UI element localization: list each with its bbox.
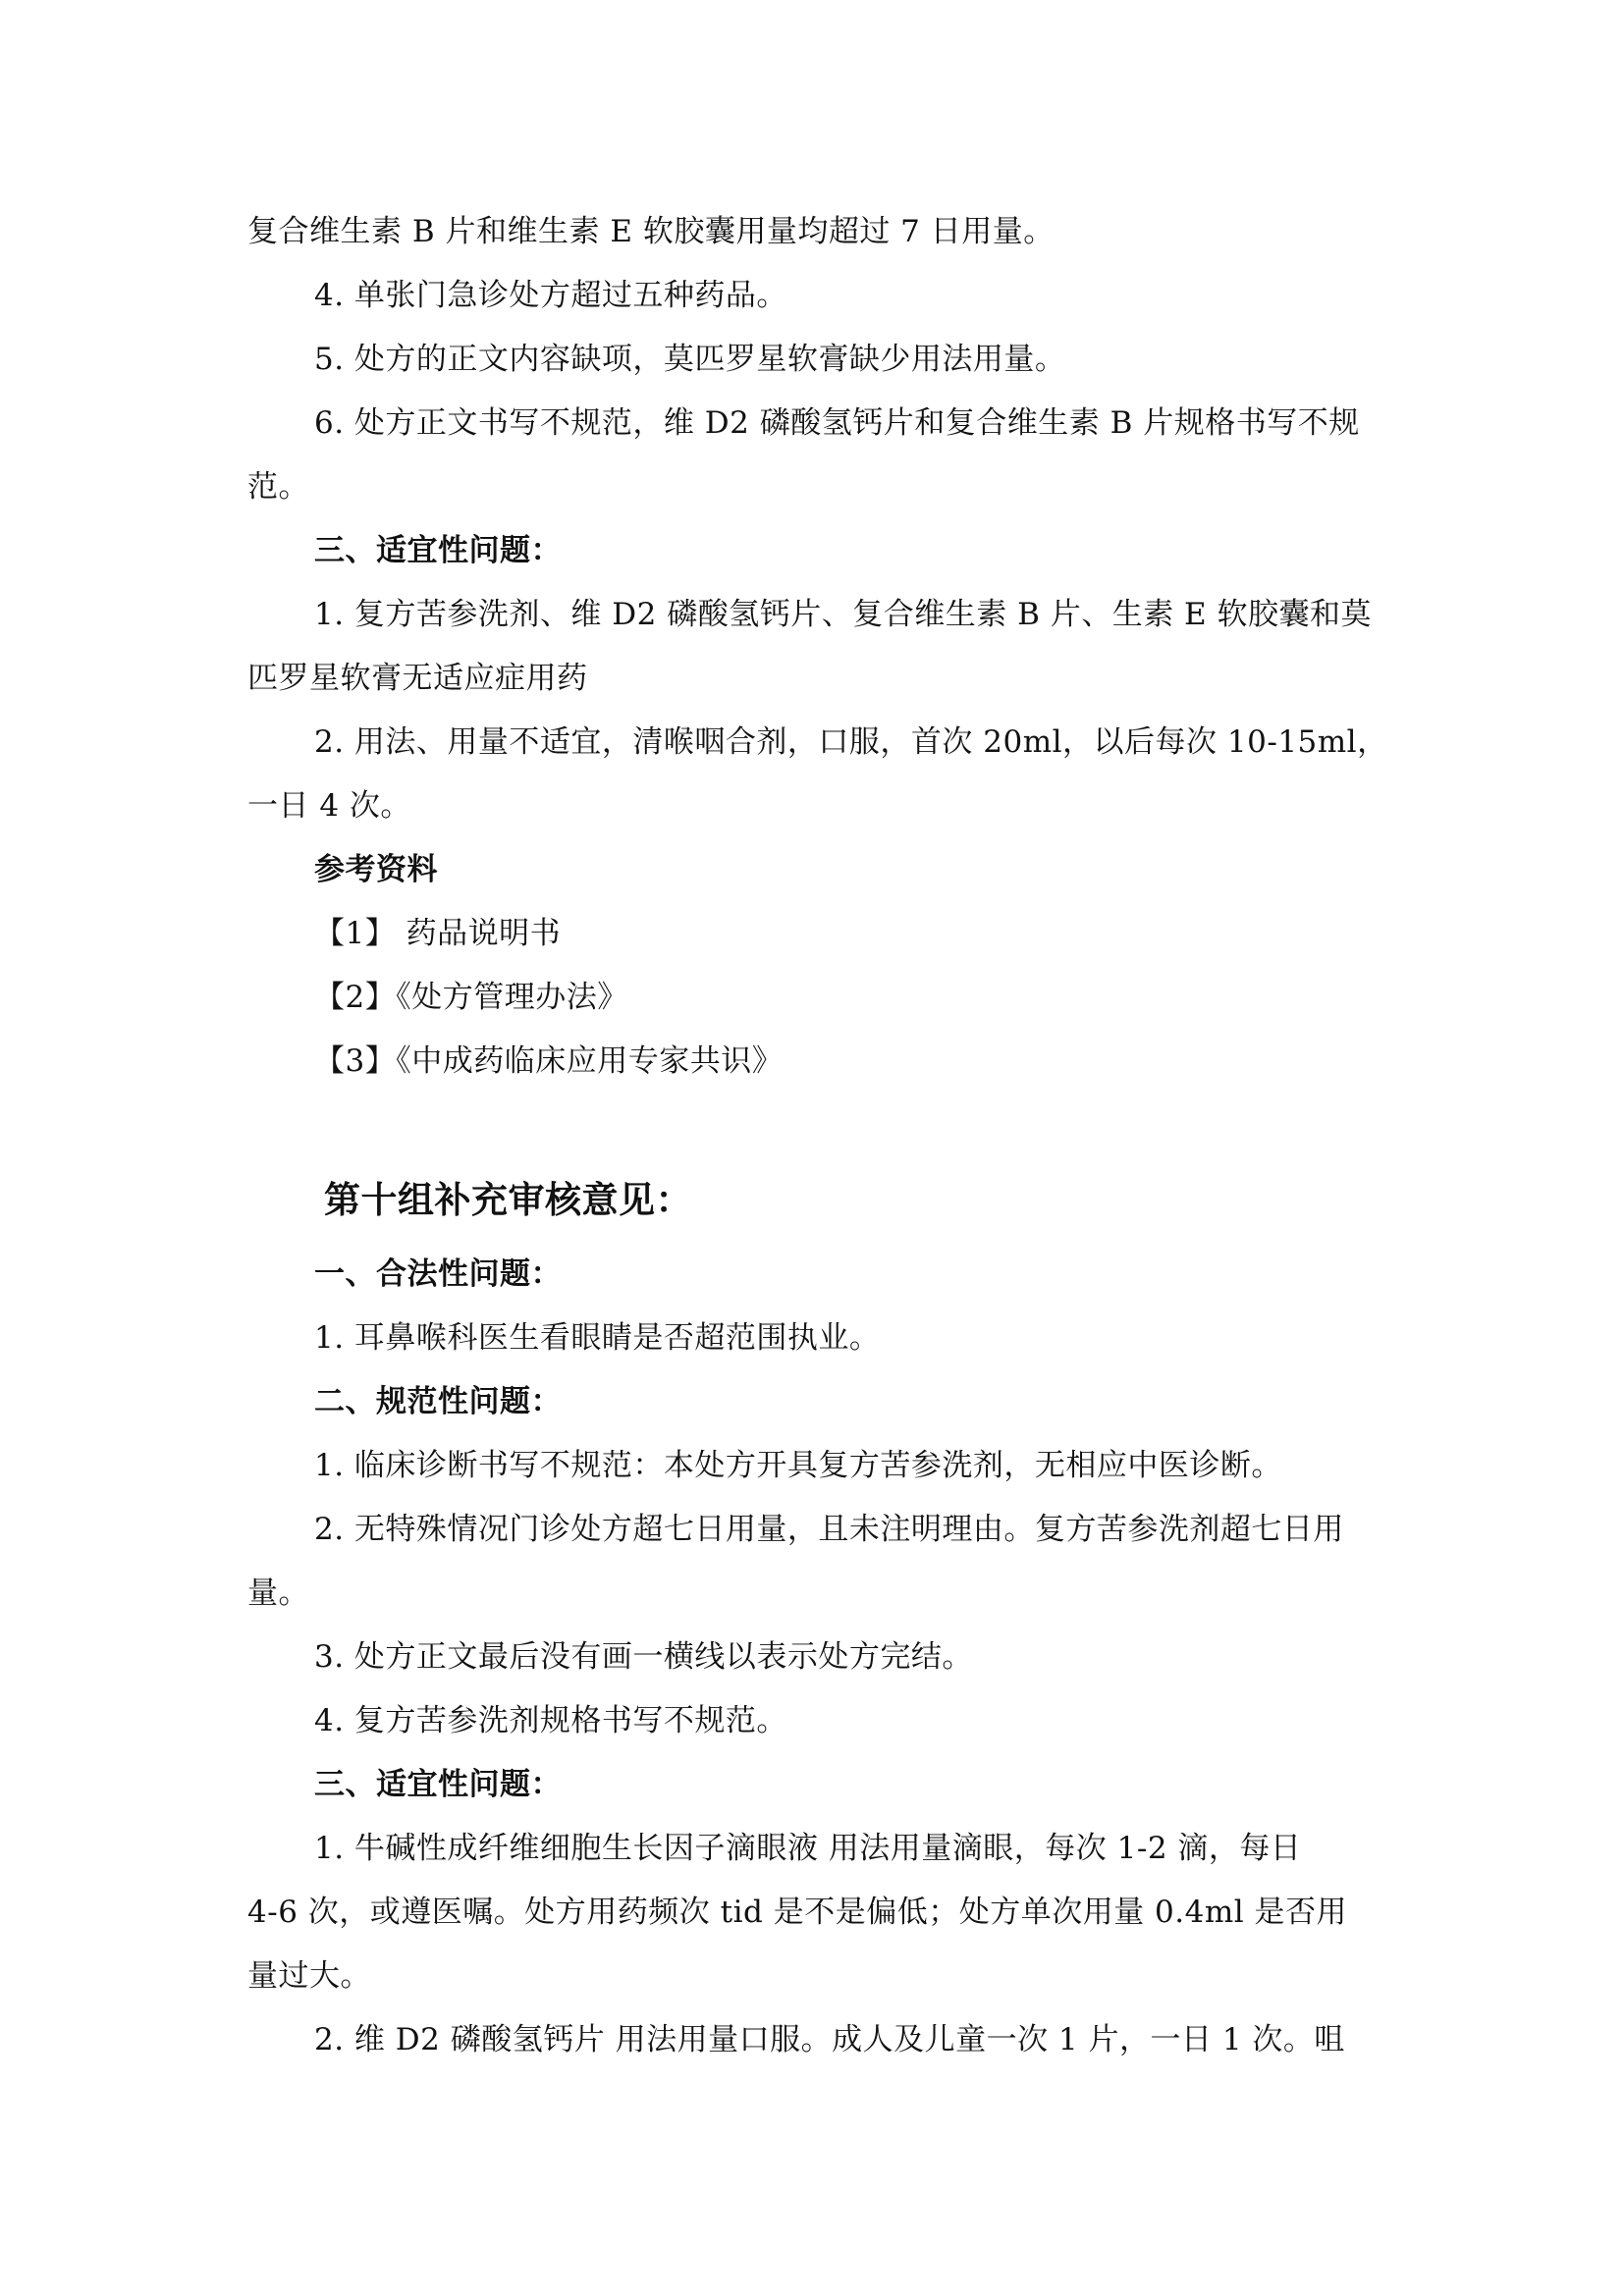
section-heading: 一、合法性问题： (314, 1256, 562, 1292)
list-item: 2. 维 D2 磷酸氢钙片 用法用量口服。成人及儿童一次 1 片，一日 1 次。咀 (314, 2022, 1345, 2057)
list-item: 4. 复方苦参洗剂规格书写不规范。 (314, 1703, 787, 1738)
list-item: 6. 处方正文书写不规范，维 D2 磷酸氢钙片和复合维生素 B 片规格书写不规 (314, 405, 1360, 441)
list-item: 2. 无特殊情况门诊处方超七日用量，且未注明理由。复方苦参洗剂超七日用 (314, 1512, 1344, 1547)
list-item: 5. 处方的正文内容缺项，莫匹罗星软膏缺少用法用量。 (314, 342, 1066, 377)
group-heading: 第十组补充审核意见： (324, 1179, 692, 1221)
section-heading: 三、适宜性问题： (314, 533, 562, 568)
reference-item: 【2】《处方管理办法》 (314, 980, 628, 1015)
paragraph-line: 范。 (247, 469, 309, 505)
paragraph-line: 量。 (247, 1575, 309, 1611)
list-item: 3. 处方正文最后没有画一横线以表示处方完结。 (314, 1639, 973, 1675)
reference-item: 【1】 药品说明书 (314, 916, 562, 951)
reference-item: 【3】《中成药临床应用专家共识》 (314, 1043, 784, 1079)
section-heading: 三、适宜性问题： (314, 1767, 562, 1802)
section-heading: 二、规范性问题： (314, 1384, 562, 1419)
paragraph-line: 一日 4 次。 (247, 788, 411, 824)
paragraph-line: 量过大。 (247, 1958, 371, 1994)
list-item: 4. 单张门急诊处方超过五种药品。 (314, 278, 787, 313)
list-item: 1. 牛碱性成纤维细胞生长因子滴眼液 用法用量滴眼，每次 1-2 滴，每日 (314, 1831, 1302, 1866)
list-item: 1. 耳鼻喉科医生看眼睛是否超范围执业。 (314, 1320, 881, 1356)
references-title: 参考资料 (314, 852, 438, 887)
list-item: 2. 用法、用量不适宜，清喉咽合剂，口服，首次 20ml，以后每次 10-15ml， (314, 724, 1388, 760)
paragraph-line: 4-6 次，或遵医嘱。处方用药频次 tid 是不是偏低；处方单次用量 0.4ml 是否用 (247, 1895, 1348, 1930)
list-item: 1. 复方苦参洗剂、维 D2 磷酸氢钙片、复合维生素 B 片、生素 E 软胶囊和莫 (314, 597, 1373, 632)
list-item: 1. 临床诊断书写不规范：本处方开具复方苦参洗剂，无相应中医诊断。 (314, 1448, 1282, 1483)
paragraph-line: 匹罗星软膏无适应症用药 (247, 661, 588, 696)
paragraph-line: 复合维生素 B 片和维生素 E 软胶囊用量均超过 7 日用量。 (247, 214, 1055, 249)
